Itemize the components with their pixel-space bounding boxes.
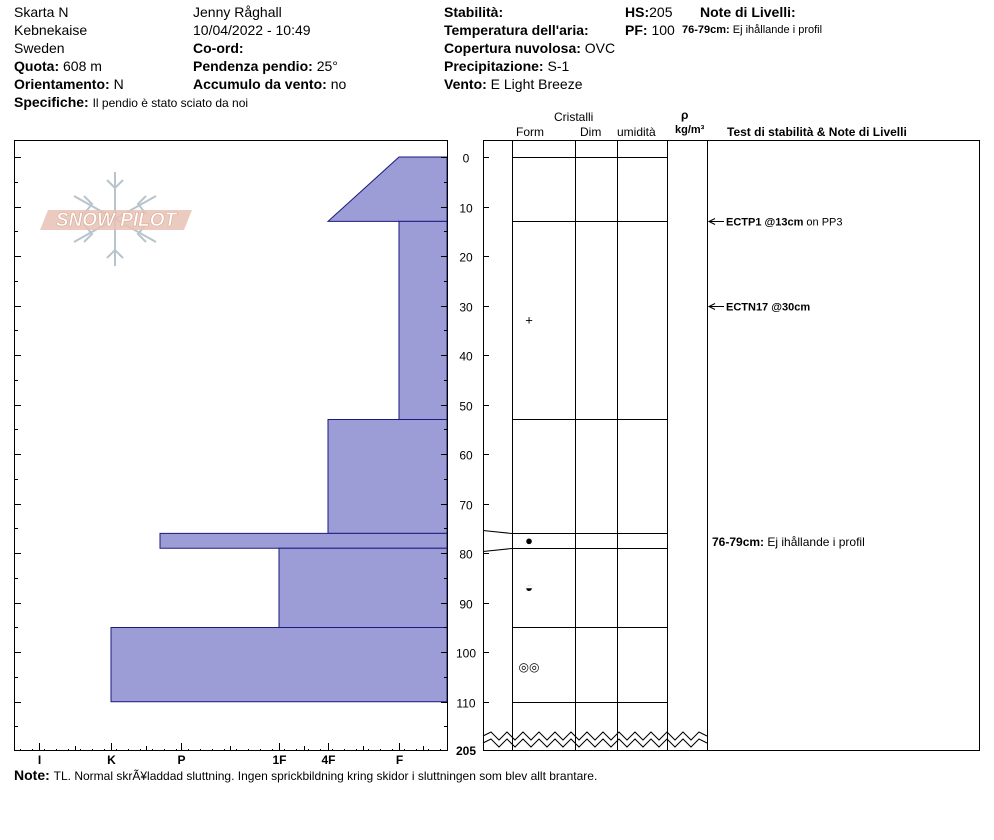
hs-label: HS: [625, 4, 650, 20]
precip-label: Precipitazione: [444, 58, 544, 74]
layer-note-range-label: 76-79cm: [712, 535, 765, 549]
y-tick-label: 0 [462, 151, 470, 166]
stability-test-label [726, 302, 810, 314]
location: Kebnekaise [14, 22, 88, 38]
axis-break-upper [483, 732, 707, 740]
y-tick-label: 50 [459, 399, 473, 414]
aspect-label: Orientamento: [14, 76, 110, 92]
density-unit-header: kg/m³ [675, 124, 705, 136]
wind-value: E Light Breeze [490, 76, 583, 92]
x-tick-label: P [177, 753, 186, 767]
y-tick-label: 10 [459, 201, 473, 216]
stability-test-name: ECTP1 @13cm [726, 216, 804, 229]
datetime: 10/04/2022 - 10:49 [193, 22, 311, 38]
hardness-layer-bar [160, 533, 447, 548]
precip-value: S-1 [547, 58, 570, 74]
x-tick-label: 4F [321, 753, 336, 767]
stability-notes-header: Test di stabilità & Note di Livelli [727, 125, 907, 139]
hardness-layer-bar [328, 157, 447, 221]
x-tick-label: K [107, 753, 116, 767]
pf-value: 100 [651, 22, 675, 38]
rho-header: ρ [681, 108, 689, 122]
hardness-layer-bar [399, 221, 447, 419]
x-tick-label: F [395, 753, 404, 767]
stability-test-extra: on PP3 [803, 216, 843, 229]
slope-value: 25° [316, 58, 338, 74]
grain-form-symbol: ◎◎ [518, 660, 540, 675]
wind-loading-label: Accumulo da vento: [193, 76, 327, 92]
elevation-label: Quota: [14, 58, 60, 74]
y-tick-label: 60 [459, 448, 473, 463]
slope-label: Pendenza pendio: [193, 58, 313, 74]
grain-form-symbol: ◒ [525, 579, 533, 595]
elevation-value: 608 m [63, 58, 102, 74]
moisture-header: umidità [617, 125, 656, 139]
specifics-value: Il pendio è stato sciato da noi [92, 96, 249, 110]
grain-form-symbol: ● [525, 532, 533, 548]
x-tick-label: I [37, 753, 42, 767]
wind-loading-value: no [330, 76, 347, 92]
x-tick-label: 1F [272, 753, 287, 767]
y-tick-label: 20 [459, 250, 473, 265]
stability-label: Stabilità: [444, 4, 504, 20]
hardness-layer-bar [279, 548, 447, 627]
snowpilot-logo [40, 172, 192, 266]
crystals-header: Cristalli [554, 110, 594, 124]
layer-note-text-label: Ej ihållande i profil [764, 535, 865, 549]
specifics-label: Specifiche: [14, 94, 89, 110]
aspect-value: N [113, 76, 124, 92]
hardness-layer-bar [328, 419, 447, 533]
stability-test-name: ECTN17 @30cm [726, 301, 811, 314]
y-tick-label: 40 [459, 349, 473, 364]
dim-header: Dim [580, 125, 602, 139]
cloud-label: Copertura nuvolosa: [444, 40, 581, 56]
cloud-value: OVC [584, 40, 616, 56]
layer-notes-label: Note di Livelli: [700, 4, 796, 20]
layers-plot-frame [484, 141, 980, 751]
logo-text: SNOW PILOT [55, 210, 177, 231]
footer-note [14, 767, 597, 783]
coord-label: Co-ord: [193, 40, 244, 56]
layer-note-label [712, 535, 865, 549]
hardness-layer-bar [111, 627, 447, 701]
country: Sweden [14, 40, 65, 56]
observer: Jenny Råghall [193, 4, 282, 20]
y-tick-label: 90 [459, 597, 473, 612]
layer-note-range: 76-79cm: [682, 24, 730, 36]
layer-note-text: Ej ihållande i profil [732, 24, 823, 36]
y-tick-label: 30 [459, 300, 473, 315]
hs-value: 205 [649, 4, 673, 20]
site-name: Skarta N [14, 4, 69, 20]
y-bottom-label: 205 [455, 744, 477, 758]
form-header: Form [516, 125, 544, 139]
y-tick-label: 110 [456, 696, 476, 711]
pf-label: PF: [625, 22, 648, 38]
note-text: TL. Normal skrÃ¥laddad sluttning. Ingen sprickbildning kring skidor i sluttningen som blev allt brantare. [53, 769, 598, 783]
wind-label: Vento: [444, 76, 487, 92]
y-tick-label: 80 [459, 547, 473, 562]
stability-test-label [726, 217, 843, 229]
air-temp-label: Temperatura dell'aria: [444, 22, 589, 38]
y-tick-label: 70 [459, 498, 473, 513]
grain-form-symbol: + [525, 312, 533, 328]
note-label: Note: [14, 767, 50, 783]
y-tick-label: 100 [455, 646, 477, 661]
